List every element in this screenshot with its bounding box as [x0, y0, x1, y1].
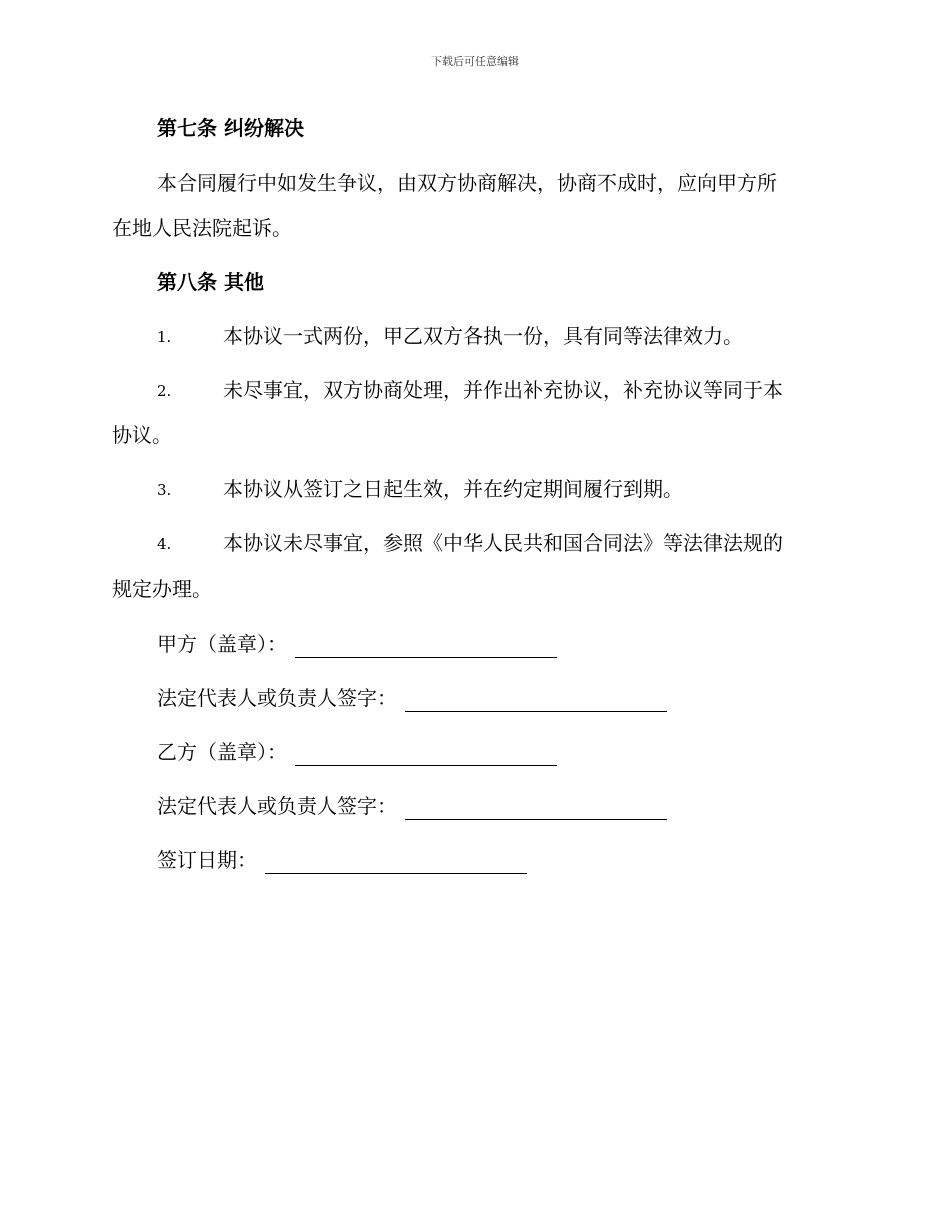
party-a-seal-row — [157, 630, 557, 658]
item-4-number: 4. — [157, 535, 172, 553]
item-2-text-line-2: 协议。 — [112, 423, 172, 447]
sign-date-blank[interactable] — [265, 851, 527, 874]
party-a-seal-blank[interactable] — [295, 635, 557, 658]
party-a-seal-label: 甲方（盖章）： — [157, 632, 287, 656]
article-7-heading: 第七条 纠纷解决 — [157, 116, 304, 140]
article-7-paragraph-line-1: 本合同履行中如发生争议，由双方协商解决，协商不成时，应向甲方所 — [157, 171, 777, 195]
item-2-text-line-1: 未尽事宜，双方协商处理，并作出补充协议，补充协议等同于本 — [223, 378, 783, 402]
item-1-number: 1. — [157, 328, 172, 346]
party-b-seal-row — [157, 738, 557, 766]
article-7-paragraph-line-2: 在地人民法院起诉。 — [112, 216, 292, 240]
sign-date-row — [157, 846, 527, 874]
item-2-number: 2. — [157, 382, 172, 400]
party-a-representative-row — [157, 684, 667, 712]
article-8-heading: 第八条 其他 — [157, 270, 264, 294]
party-b-representative-label: 法定代表人或负责人签字： — [157, 794, 397, 818]
item-4-text-line-2: 规定办理。 — [112, 577, 212, 601]
party-b-seal-blank[interactable] — [295, 743, 557, 766]
page-header-note: 下载后可任意编辑 — [431, 55, 519, 68]
party-a-representative-label: 法定代表人或负责人签字： — [157, 686, 397, 710]
item-4-text-line-1: 本协议未尽事宜，参照《中华人民共和国合同法》等法律法规的 — [223, 531, 783, 555]
party-a-representative-blank[interactable] — [405, 689, 667, 712]
item-1-text: 本协议一式两份，甲乙双方各执一份，具有同等法律效力。 — [223, 324, 743, 348]
sign-date-label: 签订日期： — [157, 848, 257, 872]
party-b-representative-row — [157, 792, 667, 820]
party-b-representative-blank[interactable] — [405, 797, 667, 820]
party-b-seal-label: 乙方（盖章）： — [157, 740, 287, 764]
item-3-number: 3. — [157, 481, 172, 499]
item-3-text: 本协议从签订之日起生效，并在约定期间履行到期。 — [223, 477, 683, 501]
